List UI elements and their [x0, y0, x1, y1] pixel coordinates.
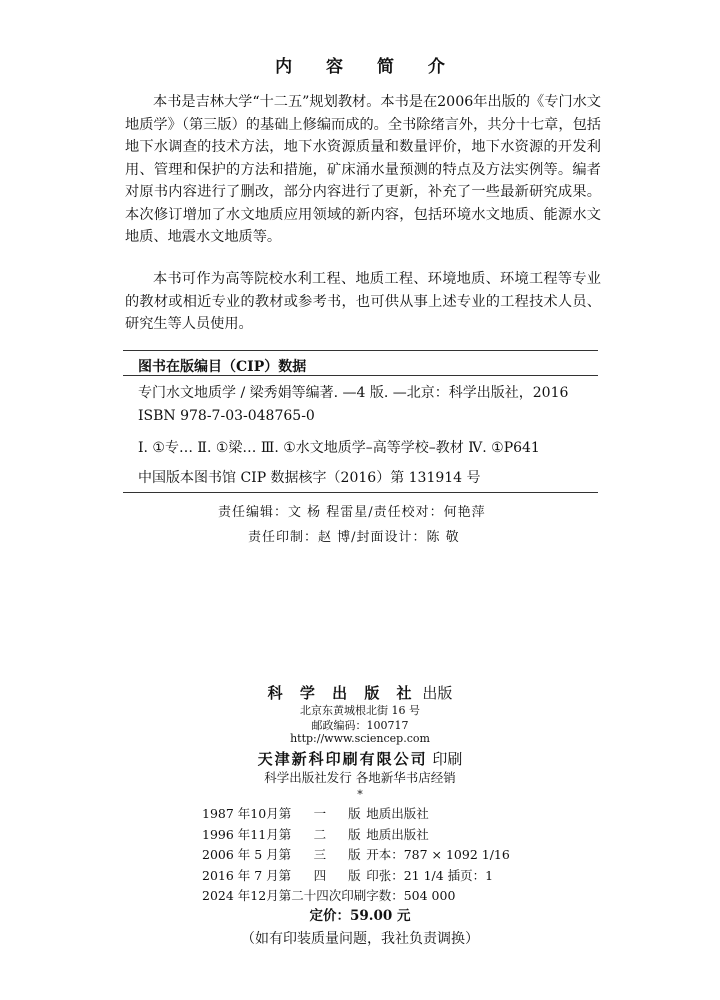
quality-notice: （如有印装质量问题，我社负责调换）: [241, 931, 479, 947]
cip-line-title: 专门水文地质学 / 梁秀娟等编著. —4 版. —北京：科学出版社，2016: [138, 385, 569, 401]
staff-editors: 责任编辑：文 杨 程雷星/责任校对：何艳萍: [218, 505, 486, 520]
edition-number: 四: [313, 867, 327, 883]
edition-row: [202, 804, 510, 825]
edition-detail: 印张：21 1/4 插页：1: [366, 867, 494, 883]
printing-date: 2024 年12月第二十四次印刷: [202, 888, 367, 903]
edition-row: [202, 845, 510, 866]
printer-name: 天津新科印刷有限公司: [257, 750, 428, 768]
distribution-line: 科学出版社发行 各地新华书店经销: [264, 770, 456, 785]
edition-detail: 地质出版社: [366, 826, 429, 842]
intro-paragraph-1: 本书是吉林大学“十二五”规划教材。本书是在2006年出版的《专门水文地质学》（第三版）的基础上修编而成的。全书除绪言外，共分十七章，包括地下水调查的技术方法，地下水资源质量和数量评价，地下水资源的开发利用、管理和保护的方法和措施，矿床涌水量预测的特点及方法实例等。编者对原书内容进行了删改，部分内容进行了更新，补充了一些最新研究成果。本次修订增加了水文地质应用领域的新内容，包括环境水文地质、能源水文地质、地震水文地质等。: [125, 94, 601, 245]
cip-bottom-rule: [123, 492, 598, 493]
separator-star: *: [357, 788, 363, 801]
edition-kind: 版: [348, 826, 361, 842]
edition-detail: 地质出版社: [366, 806, 429, 821]
publisher-suffix: 出版: [422, 684, 453, 702]
printer-line: [0, 748, 720, 769]
edition-number: 三: [313, 847, 327, 862]
publisher-url: http://www.sciencep.com: [290, 732, 430, 745]
edition-number: 二: [313, 826, 327, 842]
printer-suffix: 印刷: [432, 750, 463, 768]
edition-date: 2006 年 5 月第: [202, 847, 292, 862]
edition-detail: 开本：787 × 1092 1/16: [366, 847, 510, 862]
cip-heading-rule: [123, 375, 598, 376]
edition-row: [202, 825, 510, 846]
edition-detail: 字数：504 000: [366, 888, 456, 903]
cip-top-rule: [123, 350, 598, 351]
edition-table: [202, 804, 510, 907]
edition-kind: 版: [348, 847, 361, 862]
cip-heading: 图书在版编目（CIP）数据: [138, 359, 307, 375]
intro-paragraph-2: 本书可作为高等院校水利工程、地质工程、环境地质、环境工程等专业的教材或相近专业的教材或参考书，也可供从事上述专业的工程技术人员、研究生等人员使用。: [125, 271, 601, 332]
publisher-line: [0, 682, 720, 703]
cip-line-record: 中国版本图书馆 CIP 数据核字（2016）第 131914 号: [138, 470, 481, 486]
publisher-address: 北京东黄城根北街 16 号: [300, 704, 420, 717]
edition-number: 一: [313, 806, 327, 821]
page-title: 内 容 简 介: [275, 57, 459, 77]
edition-date: 1987 年10月第: [202, 806, 292, 821]
price: 定价：59.00 元: [309, 908, 411, 924]
edition-kind: 版: [348, 806, 361, 821]
publisher-name: 科 学 出 版 社: [267, 684, 418, 702]
edition-date: 1996 年11月第: [202, 826, 292, 842]
cip-line-classification: Ⅰ. ①专… Ⅱ. ①梁… Ⅲ. ①水文地质学–高等学校–教材 Ⅳ. ①P641: [138, 440, 540, 456]
edition-kind: 版: [348, 867, 361, 883]
edition-date: 2016 年 7 月第: [202, 867, 292, 883]
staff-print-design: 责任印制：赵 博/封面设计：陈 敬: [248, 530, 460, 545]
publisher-postcode: 邮政编码：100717: [311, 719, 409, 732]
cip-line-isbn: ISBN 978-7-03-048765-0: [138, 408, 315, 424]
edition-row: [202, 866, 510, 887]
